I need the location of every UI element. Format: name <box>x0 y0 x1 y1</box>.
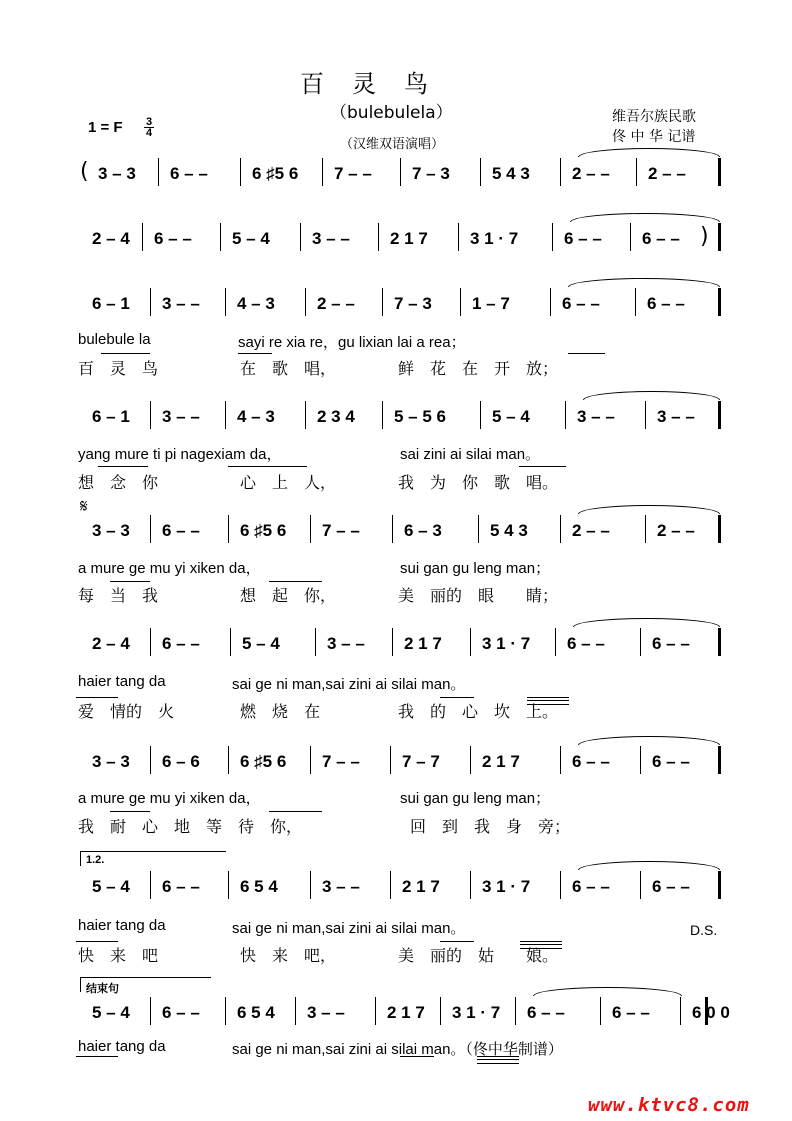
barline <box>552 223 553 251</box>
hanzi-line: 美 丽的 眼 睛； <box>398 586 559 605</box>
da-segno-mark: D.S. <box>690 922 718 938</box>
hanzi-line: 想 起 你， <box>240 586 337 605</box>
lyric-underline <box>269 811 322 812</box>
tie-arc <box>578 736 720 745</box>
lyric-line: sayi re xia re，gu lixian lai a rea； <box>238 334 466 351</box>
barline <box>470 628 471 656</box>
lyric-underline <box>101 353 150 354</box>
lyric-underline <box>228 466 307 467</box>
end-barline <box>718 628 721 656</box>
barline <box>322 158 323 186</box>
lyric-underline <box>527 697 569 698</box>
measure-notes: 6 – 6 <box>162 752 200 771</box>
barline <box>470 871 471 899</box>
measure-notes: 3 – – <box>577 407 615 426</box>
measure-notes: 6 – – <box>170 164 208 183</box>
barline <box>630 223 631 251</box>
measure-notes: 6 – 3 <box>404 521 442 540</box>
lyric-underline <box>520 941 562 942</box>
measure-notes: 5 4 3 <box>492 164 530 183</box>
performance-note: （汉维双语演唱） <box>340 137 445 152</box>
lyric-underline <box>238 353 272 354</box>
segno-mark: 𝄋 <box>80 496 88 517</box>
measure-notes: 6 – – <box>572 877 610 896</box>
barline <box>565 401 566 429</box>
lyric-underline <box>76 697 118 698</box>
barline <box>600 997 601 1025</box>
barline <box>150 997 151 1025</box>
measure-notes: 3 – 3 <box>92 521 130 540</box>
volta-label: 1.2. <box>86 854 105 866</box>
end-barline <box>718 401 721 429</box>
barline <box>480 401 481 429</box>
transcriber-credit: 佟 中 华 记谱 <box>612 129 696 145</box>
measure-notes: 6 – – <box>642 229 680 248</box>
measure-notes: 6 – – <box>162 634 200 653</box>
barline <box>150 628 151 656</box>
measure-notes: 6 – – <box>652 752 690 771</box>
hanzi-line: 我 为 你 歌 唱。 <box>398 473 559 492</box>
measure-notes: 3 – – <box>162 294 200 313</box>
barline <box>640 746 641 774</box>
time-top: 3 <box>145 116 153 128</box>
measure-notes: 6 – – <box>647 294 685 313</box>
measure-notes: 2 – – <box>657 521 695 540</box>
measure-notes: 6 – – <box>652 877 690 896</box>
end-barline <box>718 515 721 543</box>
end-barline <box>705 997 708 1025</box>
lyric-line: haier tang da <box>78 673 166 690</box>
lyric-line: sai ge ni man,sai zini ai silai man。（佟中华制谱） <box>232 1041 563 1058</box>
barline <box>150 746 151 774</box>
barline <box>460 288 461 316</box>
measure-notes: 6 – 1 <box>92 407 130 426</box>
lyric-underline <box>477 1056 519 1057</box>
lyric-underline <box>110 581 150 582</box>
measure-notes: 2 – – <box>572 164 610 183</box>
intro-close-paren: ) <box>700 224 709 249</box>
barline <box>640 871 641 899</box>
barline <box>390 746 391 774</box>
measure-notes: 6 – – <box>652 634 690 653</box>
end-barline <box>718 158 721 186</box>
lyric-underline <box>110 811 150 812</box>
hanzi-line: 快 来 吧 <box>78 946 159 965</box>
measure-notes: 2 – 4 <box>92 634 130 653</box>
origin-credit: 维吾尔族民歌 <box>612 109 696 125</box>
measure-notes: 6 – – <box>527 1003 565 1022</box>
measure-notes: 6 5 4 <box>237 1003 275 1022</box>
barline <box>480 158 481 186</box>
measure-notes: 2 – – <box>572 521 610 540</box>
barline <box>305 288 306 316</box>
time-bottom: 4 <box>145 127 153 139</box>
measure-notes: 7 – 3 <box>394 294 432 313</box>
barline <box>440 997 441 1025</box>
barline <box>555 628 556 656</box>
barline <box>310 515 311 543</box>
barline <box>392 628 393 656</box>
barline <box>295 997 296 1025</box>
intro-open-paren: ( <box>80 159 89 184</box>
hanzi-line: 百 灵 鸟 <box>78 359 159 378</box>
barline <box>375 997 376 1025</box>
barline <box>228 746 229 774</box>
lyric-line: haier tang da <box>78 1038 166 1055</box>
measure-notes: 6 0 0 <box>692 1003 730 1022</box>
barline <box>382 401 383 429</box>
tie-arc <box>533 987 682 996</box>
lyric-line: sai zini ai silai man。 <box>400 446 541 463</box>
end-barline <box>718 871 721 899</box>
lyric-line: a mure ge mu yi xiken da， <box>78 790 261 807</box>
measure-notes: 6 – – <box>162 521 200 540</box>
measure-notes: 3 – – <box>162 407 200 426</box>
barline <box>225 997 226 1025</box>
hanzi-line: 想 念 你 <box>78 473 159 492</box>
lyric-underline <box>440 941 474 942</box>
measure-notes: 7 – 7 <box>402 752 440 771</box>
measure-notes: 6 – – <box>572 752 610 771</box>
measure-notes: 5 – 4 <box>492 407 530 426</box>
measure-notes: 7 – – <box>322 752 360 771</box>
measure-notes: 2 1 7 <box>387 1003 425 1022</box>
measure-notes: 6 – 1 <box>92 294 130 313</box>
lyric-underline <box>76 941 118 942</box>
measure-notes: 3 – – <box>322 877 360 896</box>
lyric-line: a mure ge mu yi xiken da， <box>78 560 261 577</box>
barline <box>400 158 401 186</box>
barline <box>640 628 641 656</box>
time-signature <box>144 117 154 138</box>
measure-notes: 5 – 5 6 <box>394 407 446 426</box>
measure-notes: 2 – 4 <box>92 229 130 248</box>
barline <box>142 223 143 251</box>
lyric-line: sai ge ni man,sai zini ai silai man。 <box>232 920 466 937</box>
lyric-double-underline <box>477 1059 519 1064</box>
end-barline <box>718 746 721 774</box>
barline <box>636 158 637 186</box>
measure-notes: 5 – 4 <box>92 877 130 896</box>
hanzi-line: 心 上 人， <box>240 473 337 492</box>
measure-notes: 6 – – <box>567 634 605 653</box>
lyric-underline <box>98 466 148 467</box>
measure-notes: 2 – – <box>648 164 686 183</box>
measure-notes: 4 – 3 <box>237 407 275 426</box>
barline <box>230 628 231 656</box>
barline <box>560 871 561 899</box>
barline <box>150 288 151 316</box>
measure-notes: 3 1 · 7 <box>470 229 519 248</box>
barline <box>315 628 316 656</box>
measure-notes: 3 1 · 7 <box>482 634 531 653</box>
barline <box>470 746 471 774</box>
barline <box>680 997 681 1025</box>
measure-notes: 3 – – <box>312 229 350 248</box>
barline <box>378 223 379 251</box>
measure-notes: 3 – – <box>327 634 365 653</box>
lyric-line: yang mure ti pi nagexiam da， <box>78 446 282 463</box>
hanzi-line: 快 来 吧， <box>240 946 337 965</box>
volta-label: 结束句 <box>86 983 119 995</box>
measure-notes: 3 1 · 7 <box>482 877 531 896</box>
song-title: 百 灵 鸟 <box>300 70 430 98</box>
tie-arc <box>578 148 720 157</box>
end-barline <box>718 223 721 251</box>
barline <box>240 158 241 186</box>
lyric-underline <box>400 1056 434 1057</box>
key-signature: 1 = F <box>88 119 123 136</box>
measure-notes: 2 1 7 <box>482 752 520 771</box>
lyric-underline <box>440 697 474 698</box>
barline <box>458 223 459 251</box>
hanzi-line: 我 耐 心 地 等 待 你， <box>78 817 303 836</box>
measure-notes: 5 – 4 <box>232 229 270 248</box>
barline <box>305 401 306 429</box>
barline <box>150 871 151 899</box>
lyric-line: sui gan gu leng man； <box>400 790 551 807</box>
measure-notes: 6 5 4 <box>240 877 278 896</box>
barline <box>635 288 636 316</box>
barline <box>560 746 561 774</box>
barline <box>560 515 561 543</box>
measure-notes: 6 ♯5 6 <box>240 752 287 771</box>
measure-notes: 3 – 3 <box>92 752 130 771</box>
barline <box>220 223 221 251</box>
barline <box>392 515 393 543</box>
hanzi-line: 在 歌 唱， <box>240 359 337 378</box>
measure-notes: 2 – – <box>317 294 355 313</box>
hanzi-line: 爱 情的 火 <box>78 702 175 721</box>
tie-arc <box>570 213 720 222</box>
measure-notes: 5 – 4 <box>92 1003 130 1022</box>
barline <box>390 871 391 899</box>
barline <box>645 515 646 543</box>
tie-arc <box>568 278 720 287</box>
barline <box>228 871 229 899</box>
tie-arc <box>578 861 720 870</box>
measure-notes: 6 – – <box>162 877 200 896</box>
barline <box>560 158 561 186</box>
barline <box>478 515 479 543</box>
lyric-double-underline <box>520 944 562 949</box>
hanzi-line: 我 的 心 坎 上。 <box>398 702 559 721</box>
barline <box>645 401 646 429</box>
barline <box>158 158 159 186</box>
measure-notes: 7 – – <box>322 521 360 540</box>
hanzi-line: 鲜 花 在 开 放； <box>398 359 559 378</box>
measure-notes: 2 3 4 <box>317 407 355 426</box>
hanzi-line: 美 丽的 姑 娘。 <box>398 946 559 965</box>
lyric-double-underline <box>527 700 569 705</box>
tie-arc <box>583 391 720 400</box>
measure-notes: 3 – – <box>307 1003 345 1022</box>
lyric-underline <box>568 353 605 354</box>
measure-notes: 5 4 3 <box>490 521 528 540</box>
song-subtitle: （bulebulela） <box>330 103 453 123</box>
lyric-underline <box>269 581 322 582</box>
barline <box>515 997 516 1025</box>
measure-notes: 2 1 7 <box>402 877 440 896</box>
measure-notes: 6 – – <box>564 229 602 248</box>
measure-notes: 2 1 7 <box>390 229 428 248</box>
measure-notes: 6 ♯5 6 <box>240 521 287 540</box>
measure-notes: 2 1 7 <box>404 634 442 653</box>
end-barline <box>718 288 721 316</box>
measure-notes: 4 – 3 <box>237 294 275 313</box>
barline <box>382 288 383 316</box>
measure-notes: 6 – – <box>562 294 600 313</box>
tie-arc <box>578 505 720 514</box>
measure-notes: 7 – 3 <box>412 164 450 183</box>
measure-notes: 3 1 · 7 <box>452 1003 501 1022</box>
barline <box>225 288 226 316</box>
barline <box>300 223 301 251</box>
lyric-line: sai ge ni man,sai zini ai silai man。 <box>232 676 466 693</box>
watermark-url: www.ktvc8.com <box>588 1094 750 1116</box>
measure-notes: 3 – – <box>657 407 695 426</box>
barline <box>225 401 226 429</box>
lyric-underline <box>519 466 566 467</box>
measure-notes: 1 – 7 <box>472 294 510 313</box>
lyric-line: haier tang da <box>78 917 166 934</box>
hanzi-line: 回 到 我 身 旁； <box>410 817 571 836</box>
barline <box>310 871 311 899</box>
measure-notes: 5 – 4 <box>242 634 280 653</box>
barline <box>310 746 311 774</box>
measure-notes: 6 – – <box>162 1003 200 1022</box>
lyric-line: bulebule la <box>78 331 151 348</box>
measure-notes: 6 ♯5 6 <box>252 164 299 183</box>
barline <box>150 401 151 429</box>
measure-notes: 6 – – <box>612 1003 650 1022</box>
measure-notes: 6 – – <box>154 229 192 248</box>
measure-notes: 7 – – <box>334 164 372 183</box>
tie-arc <box>573 618 720 627</box>
barline <box>550 288 551 316</box>
measure-notes: 3 – 3 <box>98 164 136 183</box>
lyric-line: sui gan gu leng man； <box>400 560 551 577</box>
barline <box>150 515 151 543</box>
lyric-underline <box>76 1056 118 1057</box>
hanzi-line: 每 当 我 <box>78 586 159 605</box>
barline <box>228 515 229 543</box>
hanzi-line: 燃 烧 在 <box>240 702 321 721</box>
